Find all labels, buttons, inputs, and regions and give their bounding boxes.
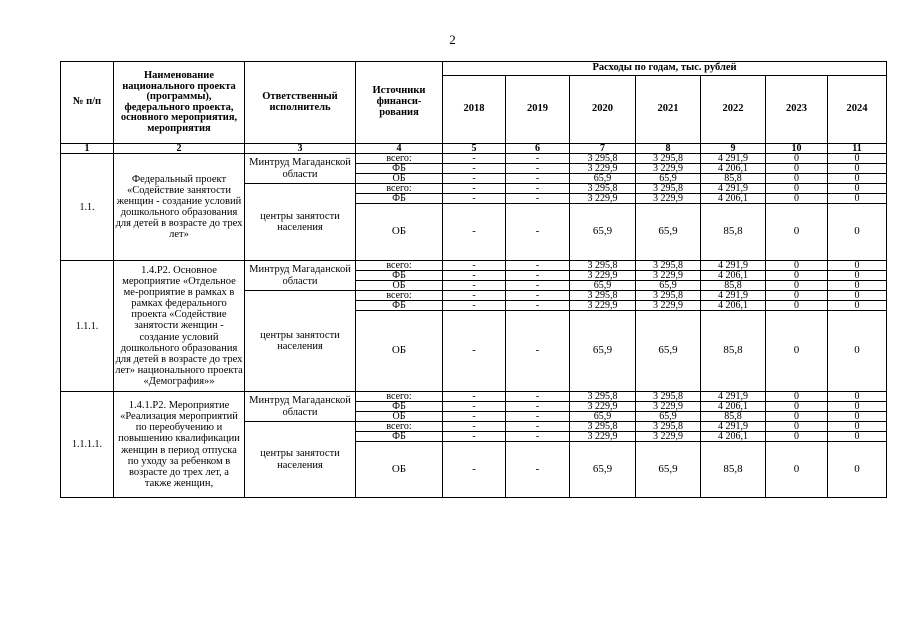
column-index-row — [61, 144, 887, 154]
row-value: 0 — [828, 301, 887, 311]
header-year: 2022 — [701, 76, 766, 144]
row-value: - — [506, 174, 570, 184]
row-value: 0 — [766, 261, 828, 271]
row-value: 0 — [766, 432, 828, 442]
row-value: - — [506, 194, 570, 204]
row-name: Федеральный проект «Содействие занятости женщин - создание условий дошкольного образования для детей в возрасте до трех лет» — [114, 154, 245, 261]
row-value: - — [443, 281, 506, 291]
row-value: 4 206,1 — [701, 432, 766, 442]
row-value: 0 — [828, 402, 887, 412]
row-value: 3 295,8 — [570, 392, 636, 402]
row-value: 65,9 — [636, 204, 701, 261]
row-source: всего: — [356, 261, 443, 271]
row-value: 65,9 — [570, 174, 636, 184]
row-value: - — [506, 422, 570, 432]
row-value: 0 — [828, 164, 887, 174]
row-value: 0 — [766, 174, 828, 184]
row-value: 4 291,9 — [701, 261, 766, 271]
row-value: - — [443, 291, 506, 301]
row-value: 3 295,8 — [570, 422, 636, 432]
row-value: 4 206,1 — [701, 301, 766, 311]
row-value: - — [506, 261, 570, 271]
row-value: - — [443, 154, 506, 164]
row-value: 0 — [828, 412, 887, 422]
row-value: - — [506, 412, 570, 422]
row-value: 0 — [766, 184, 828, 194]
header-year: 2020 — [570, 76, 636, 144]
row-value: 65,9 — [636, 442, 701, 498]
row-source: ОБ — [356, 174, 443, 184]
row-value: - — [443, 392, 506, 402]
row-value: 0 — [828, 311, 887, 392]
row-value: 0 — [828, 432, 887, 442]
row-value: 0 — [766, 422, 828, 432]
row-value: 0 — [766, 301, 828, 311]
row-value: 3 295,8 — [636, 184, 701, 194]
column-index: 4 — [356, 144, 443, 154]
column-index: 3 — [245, 144, 356, 154]
row-source: ФБ — [356, 402, 443, 412]
row-source: ФБ — [356, 432, 443, 442]
row-value: 4 206,1 — [701, 164, 766, 174]
row-value: 0 — [766, 392, 828, 402]
row-value: - — [443, 194, 506, 204]
column-index: 5 — [443, 144, 506, 154]
row-executor: Минтруд Магаданской области — [245, 154, 356, 184]
row-source: всего: — [356, 291, 443, 301]
row-value: 4 291,9 — [701, 392, 766, 402]
row-value: 85,8 — [701, 174, 766, 184]
row-value: 0 — [828, 281, 887, 291]
header-expenses: Расходы по годам, тыс. рублей — [443, 62, 887, 76]
row-source: ОБ — [356, 281, 443, 291]
row-value: 0 — [766, 271, 828, 281]
row-source: ФБ — [356, 164, 443, 174]
row-source: ФБ — [356, 301, 443, 311]
row-value: - — [443, 432, 506, 442]
row-value: 0 — [766, 402, 828, 412]
row-value: 4 291,9 — [701, 154, 766, 164]
row-value: 3 295,8 — [570, 154, 636, 164]
column-index: 2 — [114, 144, 245, 154]
row-value: 0 — [766, 412, 828, 422]
row-executor: центры занятости населения — [245, 422, 356, 498]
row-value: - — [443, 204, 506, 261]
row-value: 3 295,8 — [570, 291, 636, 301]
row-value: 85,8 — [701, 311, 766, 392]
row-value: 4 291,9 — [701, 422, 766, 432]
header-year: 2024 — [828, 76, 887, 144]
row-value: - — [443, 271, 506, 281]
row-value: 3 295,8 — [636, 291, 701, 301]
column-index: 10 — [766, 144, 828, 154]
row-source: всего: — [356, 392, 443, 402]
row-value: - — [506, 184, 570, 194]
row-value: 0 — [828, 422, 887, 432]
row-value: 0 — [766, 311, 828, 392]
row-value: - — [506, 291, 570, 301]
row-value: 65,9 — [570, 311, 636, 392]
row-value: 85,8 — [701, 204, 766, 261]
row-value: 0 — [828, 261, 887, 271]
row-value: 3 295,8 — [636, 422, 701, 432]
row-value: 65,9 — [570, 281, 636, 291]
row-value: - — [506, 154, 570, 164]
row-value: 3 295,8 — [636, 392, 701, 402]
column-index: 8 — [636, 144, 701, 154]
row-value: - — [506, 442, 570, 498]
row-value: - — [443, 184, 506, 194]
row-source: ОБ — [356, 311, 443, 392]
row-value: 65,9 — [570, 204, 636, 261]
row-value: 0 — [828, 194, 887, 204]
row-value: 0 — [828, 204, 887, 261]
row-value: - — [506, 271, 570, 281]
row-value: - — [506, 281, 570, 291]
row-value: 3 295,8 — [570, 261, 636, 271]
row-value: 4 291,9 — [701, 184, 766, 194]
row-value: 3 229,9 — [636, 301, 701, 311]
row-value: 3 229,9 — [570, 432, 636, 442]
header-year: 2023 — [766, 76, 828, 144]
row-source: всего: — [356, 184, 443, 194]
row-name: 1.4.1.Р2. Мероприятие «Реализация мероприятий по переобучению и повышению квалификации женщин в период отпуска по уходу за ребенком в возрасте до трех лет, а также женщин, — [114, 392, 245, 498]
row-value: 3 295,8 — [570, 184, 636, 194]
row-value: 0 — [828, 392, 887, 402]
row-number: 1.1.1.1. — [61, 392, 114, 498]
row-value: - — [443, 311, 506, 392]
row-value: 0 — [766, 281, 828, 291]
row-source: ОБ — [356, 442, 443, 498]
row-value: - — [443, 422, 506, 432]
row-source: ФБ — [356, 271, 443, 281]
row-value: - — [506, 392, 570, 402]
row-value: 3 229,9 — [636, 402, 701, 412]
row-source: всего: — [356, 422, 443, 432]
header-year: 2018 — [443, 76, 506, 144]
row-value: 0 — [828, 174, 887, 184]
row-value: 85,8 — [701, 281, 766, 291]
column-index: 7 — [570, 144, 636, 154]
header-source: Источники финанси-рования — [356, 62, 443, 144]
row-number: 1.1. — [61, 154, 114, 261]
row-value: 65,9 — [636, 281, 701, 291]
table-row — [61, 261, 887, 271]
row-value: - — [506, 402, 570, 412]
row-value: 85,8 — [701, 442, 766, 498]
row-value: - — [443, 301, 506, 311]
row-value: 0 — [766, 164, 828, 174]
row-executor: Минтруд Магаданской области — [245, 392, 356, 422]
row-value: - — [443, 261, 506, 271]
header-executor: Ответственный исполнитель — [245, 62, 356, 144]
column-index: 9 — [701, 144, 766, 154]
row-value: 3 229,9 — [570, 194, 636, 204]
row-source: всего: — [356, 154, 443, 164]
row-value: 65,9 — [570, 412, 636, 422]
row-value: - — [506, 204, 570, 261]
column-index: 11 — [828, 144, 887, 154]
row-value: 4 206,1 — [701, 194, 766, 204]
row-value: 3 229,9 — [570, 164, 636, 174]
row-value: - — [443, 402, 506, 412]
row-source: ФБ — [356, 194, 443, 204]
row-value: - — [443, 442, 506, 498]
row-value: 65,9 — [570, 442, 636, 498]
row-value: - — [443, 164, 506, 174]
row-value: 3 295,8 — [636, 261, 701, 271]
header-year: 2021 — [636, 76, 701, 144]
row-value: 0 — [828, 184, 887, 194]
row-value: 0 — [828, 291, 887, 301]
row-value: - — [443, 412, 506, 422]
row-name: 1.4.Р2. Основное мероприятие «Отдельное ме-роприятие в рамках в рамках федерального проекта «Содействие занятости женщин - создание условий дошкольного образования для детей в возрасте до трех лет» национального проекта «Демография»» — [114, 261, 245, 392]
row-value: 0 — [766, 194, 828, 204]
row-source: ОБ — [356, 412, 443, 422]
row-value: 65,9 — [636, 412, 701, 422]
row-executor: центры занятости населения — [245, 184, 356, 261]
row-value: 3 229,9 — [570, 402, 636, 412]
row-value: 3 229,9 — [570, 271, 636, 281]
row-value: 0 — [766, 204, 828, 261]
row-value: 3 229,9 — [636, 432, 701, 442]
page-number: 2 — [449, 32, 456, 47]
row-value: - — [506, 301, 570, 311]
row-value: - — [506, 164, 570, 174]
row-number: 1.1.1. — [61, 261, 114, 392]
row-value: - — [506, 311, 570, 392]
header-name: Наименование национального проекта (программы), федерального проекта, основного мероприятия, мероприятия — [114, 62, 245, 144]
row-value: 4 206,1 — [701, 271, 766, 281]
row-value: 3 229,9 — [570, 301, 636, 311]
row-value: 65,9 — [636, 174, 701, 184]
row-value: 0 — [828, 271, 887, 281]
table-row — [61, 392, 887, 402]
row-value: 3 229,9 — [636, 164, 701, 174]
row-value: 65,9 — [636, 311, 701, 392]
row-value: 0 — [828, 442, 887, 498]
row-value: 4 291,9 — [701, 291, 766, 301]
row-value: 85,8 — [701, 412, 766, 422]
row-value: 3 229,9 — [636, 194, 701, 204]
column-index: 6 — [506, 144, 570, 154]
row-executor: Минтруд Магаданской области — [245, 261, 356, 291]
header-number: № п/п — [61, 62, 114, 144]
row-value: 3 229,9 — [636, 271, 701, 281]
expenses-table — [60, 61, 887, 498]
row-value: 3 295,8 — [636, 154, 701, 164]
row-value: - — [506, 432, 570, 442]
row-value: 0 — [766, 291, 828, 301]
row-value: - — [443, 174, 506, 184]
column-index: 1 — [61, 144, 114, 154]
row-source: ОБ — [356, 204, 443, 261]
row-value: 0 — [828, 154, 887, 164]
table-row — [61, 154, 887, 164]
row-value: 0 — [766, 154, 828, 164]
row-value: 4 206,1 — [701, 402, 766, 412]
header-year: 2019 — [506, 76, 570, 144]
row-value: 0 — [766, 442, 828, 498]
row-executor: центры занятости населения — [245, 291, 356, 392]
